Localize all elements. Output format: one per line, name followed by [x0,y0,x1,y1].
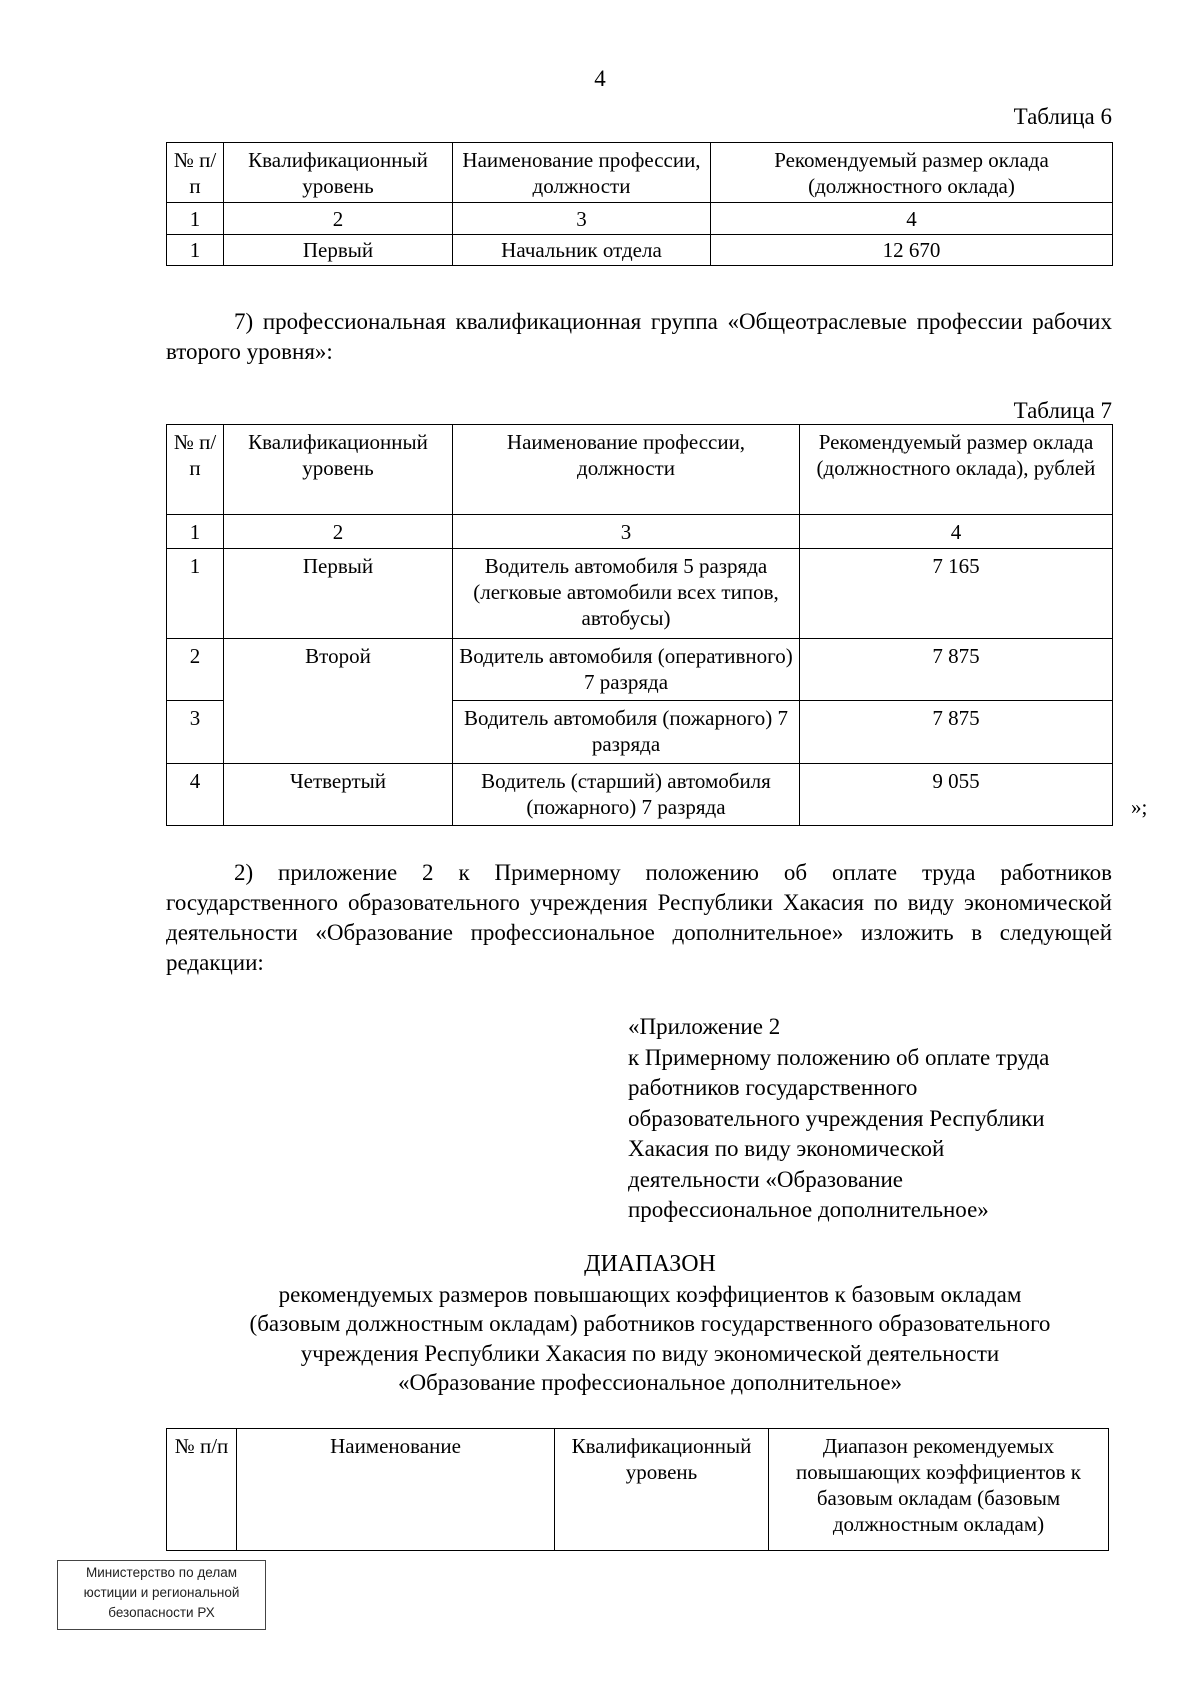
table7-cell-salary: 7 165 [800,549,1113,639]
table6-index-cell: 2 [224,203,453,235]
range-table [166,1428,1109,1551]
table6-cell-name: Начальник отдела [453,235,711,266]
table7-cell-salary: 7 875 [800,639,1113,701]
table6-header-name: Наименование профессии, должности [453,143,711,203]
table-row [167,235,1113,266]
range-table-header-row [167,1429,1109,1551]
table-row [167,764,1113,826]
annex-line: работников государственного [628,1075,918,1100]
table7-index-row [167,515,1113,549]
document-title [150,1250,1150,1398]
table7-header-name: Наименование профессии, должности [453,425,800,515]
stamp-line: Министерство по делам [86,1565,237,1580]
range-header-level: Квалификационный уровень [555,1429,769,1551]
table7-cell-num: 4 [167,764,224,826]
title-line: (базовым должностным окладам) работников государственного образовательного [249,1311,1051,1336]
annex-line: «Приложение 2 [628,1014,781,1039]
table7-header-level: Квалификационный уровень [224,425,453,515]
title-line: рекомендуемых размеров повышающих коэффициентов к базовым окладам [278,1281,1022,1307]
table7-cell-name: Водитель автомобиля (оперативного) 7 разряда [453,639,800,701]
table6-index-cell: 3 [453,203,711,235]
range-header-name: Наименование [237,1429,555,1551]
table7-cell-num: 3 [167,701,224,764]
table-row [167,639,1113,701]
annex-line: деятельности «Образование [628,1166,903,1192]
annex-header [628,1012,1128,1226]
table6-caption: Таблица 6 [1013,104,1112,129]
title-line: «Образование профессиональное дополнительное» [397,1370,903,1395]
table6-cell-salary: 12 670 [711,235,1113,266]
table6-index-cell: 4 [711,203,1113,235]
table-row [167,549,1113,639]
table7-caption: Таблица 7 [1013,398,1112,423]
stamp-line: юстиции и региональной [83,1585,240,1600]
annex-line: Хакасия по виду экономической [628,1136,945,1161]
table7-cell-level: Первый [224,549,453,639]
table7-cell-salary: 9 055 [800,764,1113,826]
table7-index-cell: 2 [224,515,453,549]
table6-header-salary: Рекомендуемый размер оклада (должностного оклада) [711,143,1113,203]
table6 [166,142,1113,266]
table7-index-cell: 3 [453,515,800,549]
table7-index-cell: 1 [167,515,224,549]
annex-line: образовательного учреждения Республики [628,1105,1045,1131]
range-header-range: Диапазон рекомендуемых повышающих коэффициентов к базовым окладам (базовым должностным окладам) [769,1429,1109,1551]
table7-cell-name: Водитель автомобиля 5 разряда (легковые автомобили всех типов, автобусы) [453,549,800,639]
annex-line: профессиональное дополнительное» [628,1197,989,1222]
table7-header-num: № п/п [167,425,224,515]
paragraph-7: 7) профессиональная квалификационная группа «Общеотраслевые профессии рабочих второго уровня»: [166,309,1112,364]
table6-index-row [167,203,1113,235]
stamp-line: безопасности РХ [108,1605,215,1620]
table7-header-salary: Рекомендуемый размер оклада (должностного оклада), рублей [800,425,1113,515]
registration-stamp [57,1560,266,1630]
table7 [166,424,1113,826]
closing-quote-mark: »; [1131,795,1148,819]
table6-header-level: Квалификационный уровень [224,143,453,203]
table6-cell-num: 1 [167,235,224,266]
table7-cell-name: Водитель (старший) автомобиля (пожарного) 7 разряда [453,764,800,826]
table6-index-cell: 1 [167,203,224,235]
page-number: 4 [594,66,606,91]
table7-cell-name: Водитель автомобиля (пожарного) 7 разряда [453,701,800,764]
table6-header-row [167,143,1113,203]
table7-cell-num: 1 [167,549,224,639]
table7-cell-level: Четвертый [224,764,453,826]
range-header-num: № п/п [167,1429,237,1551]
annex-line: к Примерному положению об оплате труда [628,1044,1050,1070]
table7-header-row [167,425,1113,515]
table7-cell-level: Второй [224,639,453,764]
table6-cell-level: Первый [224,235,453,266]
table7-cell-salary: 7 875 [800,701,1113,764]
table7-index-cell: 4 [800,515,1113,549]
table6-header-num: № п/п [167,143,224,203]
title-heading: ДИАПАЗОН [584,1251,716,1277]
title-line: учреждения Республики Хакасия по виду экономической деятельности [300,1340,1000,1366]
paragraph-2: 2) приложение 2 к Примерному положению об оплате труда работников государственного образовательного учреждения Республики Хакасия по виду экономической деятельности «Образование профессиональное дополнительное» изложить в следующей редакции: [166,860,1112,975]
table7-cell-num: 2 [167,639,224,701]
